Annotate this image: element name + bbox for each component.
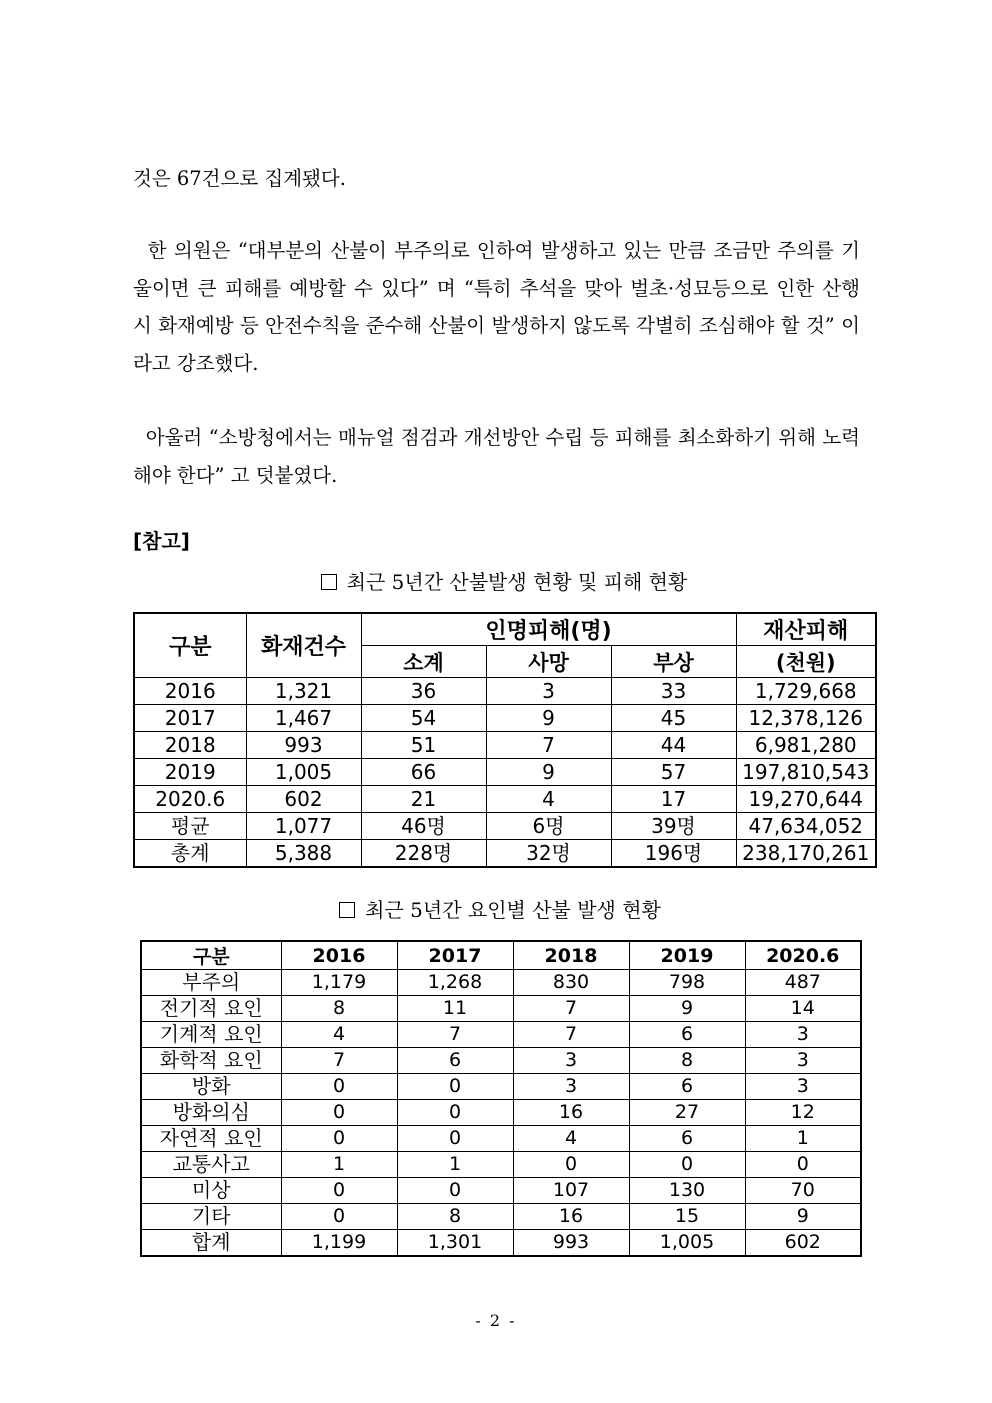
table-cell: 1 [397,1152,513,1178]
table-cell: 4 [486,786,611,813]
fire-damage-table [133,612,877,868]
table-cell: 1 [745,1126,861,1152]
table-cell: 6 [397,1048,513,1074]
table-cell: 27 [629,1100,745,1126]
row-label: 기계적 요인 [141,1022,281,1048]
table-cell: 993 [246,732,361,759]
table-cell: 45 [611,705,736,732]
table-cell: 7 [281,1048,397,1074]
table-cell: 15 [629,1204,745,1230]
table-cell: 14 [745,996,861,1022]
page-number: - 2 - [475,1311,517,1330]
table1-caption-text: 최근 5년간 산불발생 현황 및 피해 현황 [346,570,688,594]
header-year: 2016 [281,941,397,970]
table-cell: 46명 [361,813,486,840]
row-label: 화학적 요인 [141,1048,281,1074]
table-cell: 66 [361,759,486,786]
table-cell: 196명 [611,840,736,868]
row-label: 2020.6 [134,786,246,813]
table-cell: 993 [513,1230,629,1257]
table-row [141,1048,861,1074]
table-row [134,840,876,868]
table2-caption [140,894,860,923]
header-category: 구분 [141,941,281,970]
body-paragraph-2: 한 의원은 “대부분의 산불이 부주의로 인하여 발생하고 있는 만큼 조금만 주의를 기울이면 큰 피해를 예방할 수 있다” 며 “특히 추석을 맞아 벌초·성묘등으로 인한 산행 시 화재예방 등 안전수칙을 준수해 산불이 발생하지 않도록 각별히 조심해야 할 것” 이라고 강조했다. [133,239,860,375]
header-category: 구분 [134,613,246,678]
table-row [141,970,861,996]
table-row [134,759,876,786]
table-cell: 3 [513,1048,629,1074]
table-cell: 32명 [486,840,611,868]
row-label: 평균 [134,813,246,840]
table-cell: 9 [745,1204,861,1230]
row-label: 기타 [141,1204,281,1230]
table-cell: 7 [397,1022,513,1048]
table1-body [134,678,876,868]
row-label: 합계 [141,1230,281,1257]
table-cell: 1,005 [629,1230,745,1257]
table-cell: 1,199 [281,1230,397,1257]
table-cell: 6 [629,1126,745,1152]
table-cell: 70 [745,1178,861,1204]
row-label: 2018 [134,732,246,759]
row-label: 2016 [134,678,246,705]
table-cell: 0 [513,1152,629,1178]
table-cell: 130 [629,1178,745,1204]
table-row [141,1152,861,1178]
table-cell: 487 [745,970,861,996]
table-cell: 21 [361,786,486,813]
table-cell: 3 [486,678,611,705]
table-cell: 57 [611,759,736,786]
checkbox-square-icon [321,574,337,590]
table-cell: 6 [629,1022,745,1048]
table-cell: 47,634,052 [736,813,876,840]
row-label: 방화 [141,1074,281,1100]
table-cell: 4 [281,1022,397,1048]
table-cell: 16 [513,1204,629,1230]
table-cell: 44 [611,732,736,759]
table-cell: 4 [513,1126,629,1152]
table-cell: 17 [611,786,736,813]
header-injuries: 부상 [611,646,736,678]
table-cell: 0 [397,1100,513,1126]
table-cell: 1,268 [397,970,513,996]
table-cell: 9 [486,759,611,786]
table-cell: 107 [513,1178,629,1204]
table-cell: 0 [281,1126,397,1152]
header-year: 2019 [629,941,745,970]
table-cell: 3 [745,1022,861,1048]
table-cell: 3 [745,1048,861,1074]
row-label: 2019 [134,759,246,786]
table-row [134,705,876,732]
table-cell: 830 [513,970,629,996]
table-cell: 6명 [486,813,611,840]
table-row [134,786,876,813]
table-cell: 9 [629,996,745,1022]
table-cell: 7 [486,732,611,759]
table-cell: 54 [361,705,486,732]
table-cell: 8 [281,996,397,1022]
table-cell: 0 [281,1074,397,1100]
table2-body [141,970,861,1257]
table-cell: 228명 [361,840,486,868]
row-label: 미상 [141,1178,281,1204]
table-cell: 39명 [611,813,736,840]
row-label: 방화의심 [141,1100,281,1126]
table-cell: 0 [629,1152,745,1178]
table-cell: 16 [513,1100,629,1126]
table-cell: 0 [281,1204,397,1230]
row-label: 자연적 요인 [141,1126,281,1152]
table-cell: 0 [397,1074,513,1100]
table-row [141,1022,861,1048]
table-cell: 238,170,261 [736,840,876,868]
table-cell: 11 [397,996,513,1022]
table1-caption [133,566,875,595]
body-paragraph-3: 아울러 “소방청에서는 매뉴얼 점검과 개선방안 수립 등 피해를 최소화하기 위해 노력해야 한다” 고 덧붙였다. [133,426,860,487]
table-cell: 51 [361,732,486,759]
table-cell: 602 [745,1230,861,1257]
table-cell: 9 [486,705,611,732]
header-fire-count: 화재건수 [246,613,361,678]
table-cell: 798 [629,970,745,996]
table-cell: 3 [513,1074,629,1100]
fire-cause-table [140,940,862,1257]
row-label: 2017 [134,705,246,732]
header-year: 2017 [397,941,513,970]
table-cell: 0 [281,1100,397,1126]
table-row [141,1204,861,1230]
header-property-damage: 재산피해 [736,613,876,646]
row-label: 부주의 [141,970,281,996]
table-cell: 6,981,280 [736,732,876,759]
header-subtotal: 소계 [361,646,486,678]
table-cell: 33 [611,678,736,705]
table-row [141,1230,861,1257]
table-cell: 1,467 [246,705,361,732]
table-cell: 3 [745,1074,861,1100]
table-row [134,678,876,705]
table-cell: 8 [629,1048,745,1074]
table2-caption-text: 최근 5년간 요인별 산불 발생 현황 [365,898,661,922]
table-cell: 1,729,668 [736,678,876,705]
table-row [134,813,876,840]
table-cell: 602 [246,786,361,813]
table-row [141,1178,861,1204]
table-cell: 12 [745,1100,861,1126]
table-cell: 1 [281,1152,397,1178]
table-cell: 1,321 [246,678,361,705]
table-cell: 0 [397,1126,513,1152]
table-cell: 1,077 [246,813,361,840]
header-deaths: 사망 [486,646,611,678]
reference-heading: [참고] [133,529,190,553]
table-row [134,732,876,759]
table-cell: 12,378,126 [736,705,876,732]
table-cell: 0 [281,1178,397,1204]
table-cell: 36 [361,678,486,705]
body-paragraph-1: 것은 67건으로 집계됐다. [133,167,346,190]
table-cell: 197,810,543 [736,759,876,786]
table-cell: 1,179 [281,970,397,996]
table-row [141,1100,861,1126]
table-cell: 8 [397,1204,513,1230]
table-cell: 7 [513,1022,629,1048]
table-cell: 6 [629,1074,745,1100]
header-casualties: 인명피해(명) [361,613,736,646]
table-cell: 5,388 [246,840,361,868]
row-label: 총계 [134,840,246,868]
table-row [141,996,861,1022]
header-property-unit: (천원) [736,646,876,678]
table-cell: 0 [397,1178,513,1204]
header-year: 2018 [513,941,629,970]
row-label: 전기적 요인 [141,996,281,1022]
table-cell: 1,005 [246,759,361,786]
table2-header-row [141,941,861,970]
table-row [141,1126,861,1152]
table-row [141,1074,861,1100]
row-label: 교통사고 [141,1152,281,1178]
table-cell: 19,270,644 [736,786,876,813]
header-year: 2020.6 [745,941,861,970]
table-cell: 0 [745,1152,861,1178]
checkbox-square-icon [339,902,355,918]
table-cell: 1,301 [397,1230,513,1257]
table-cell: 7 [513,996,629,1022]
